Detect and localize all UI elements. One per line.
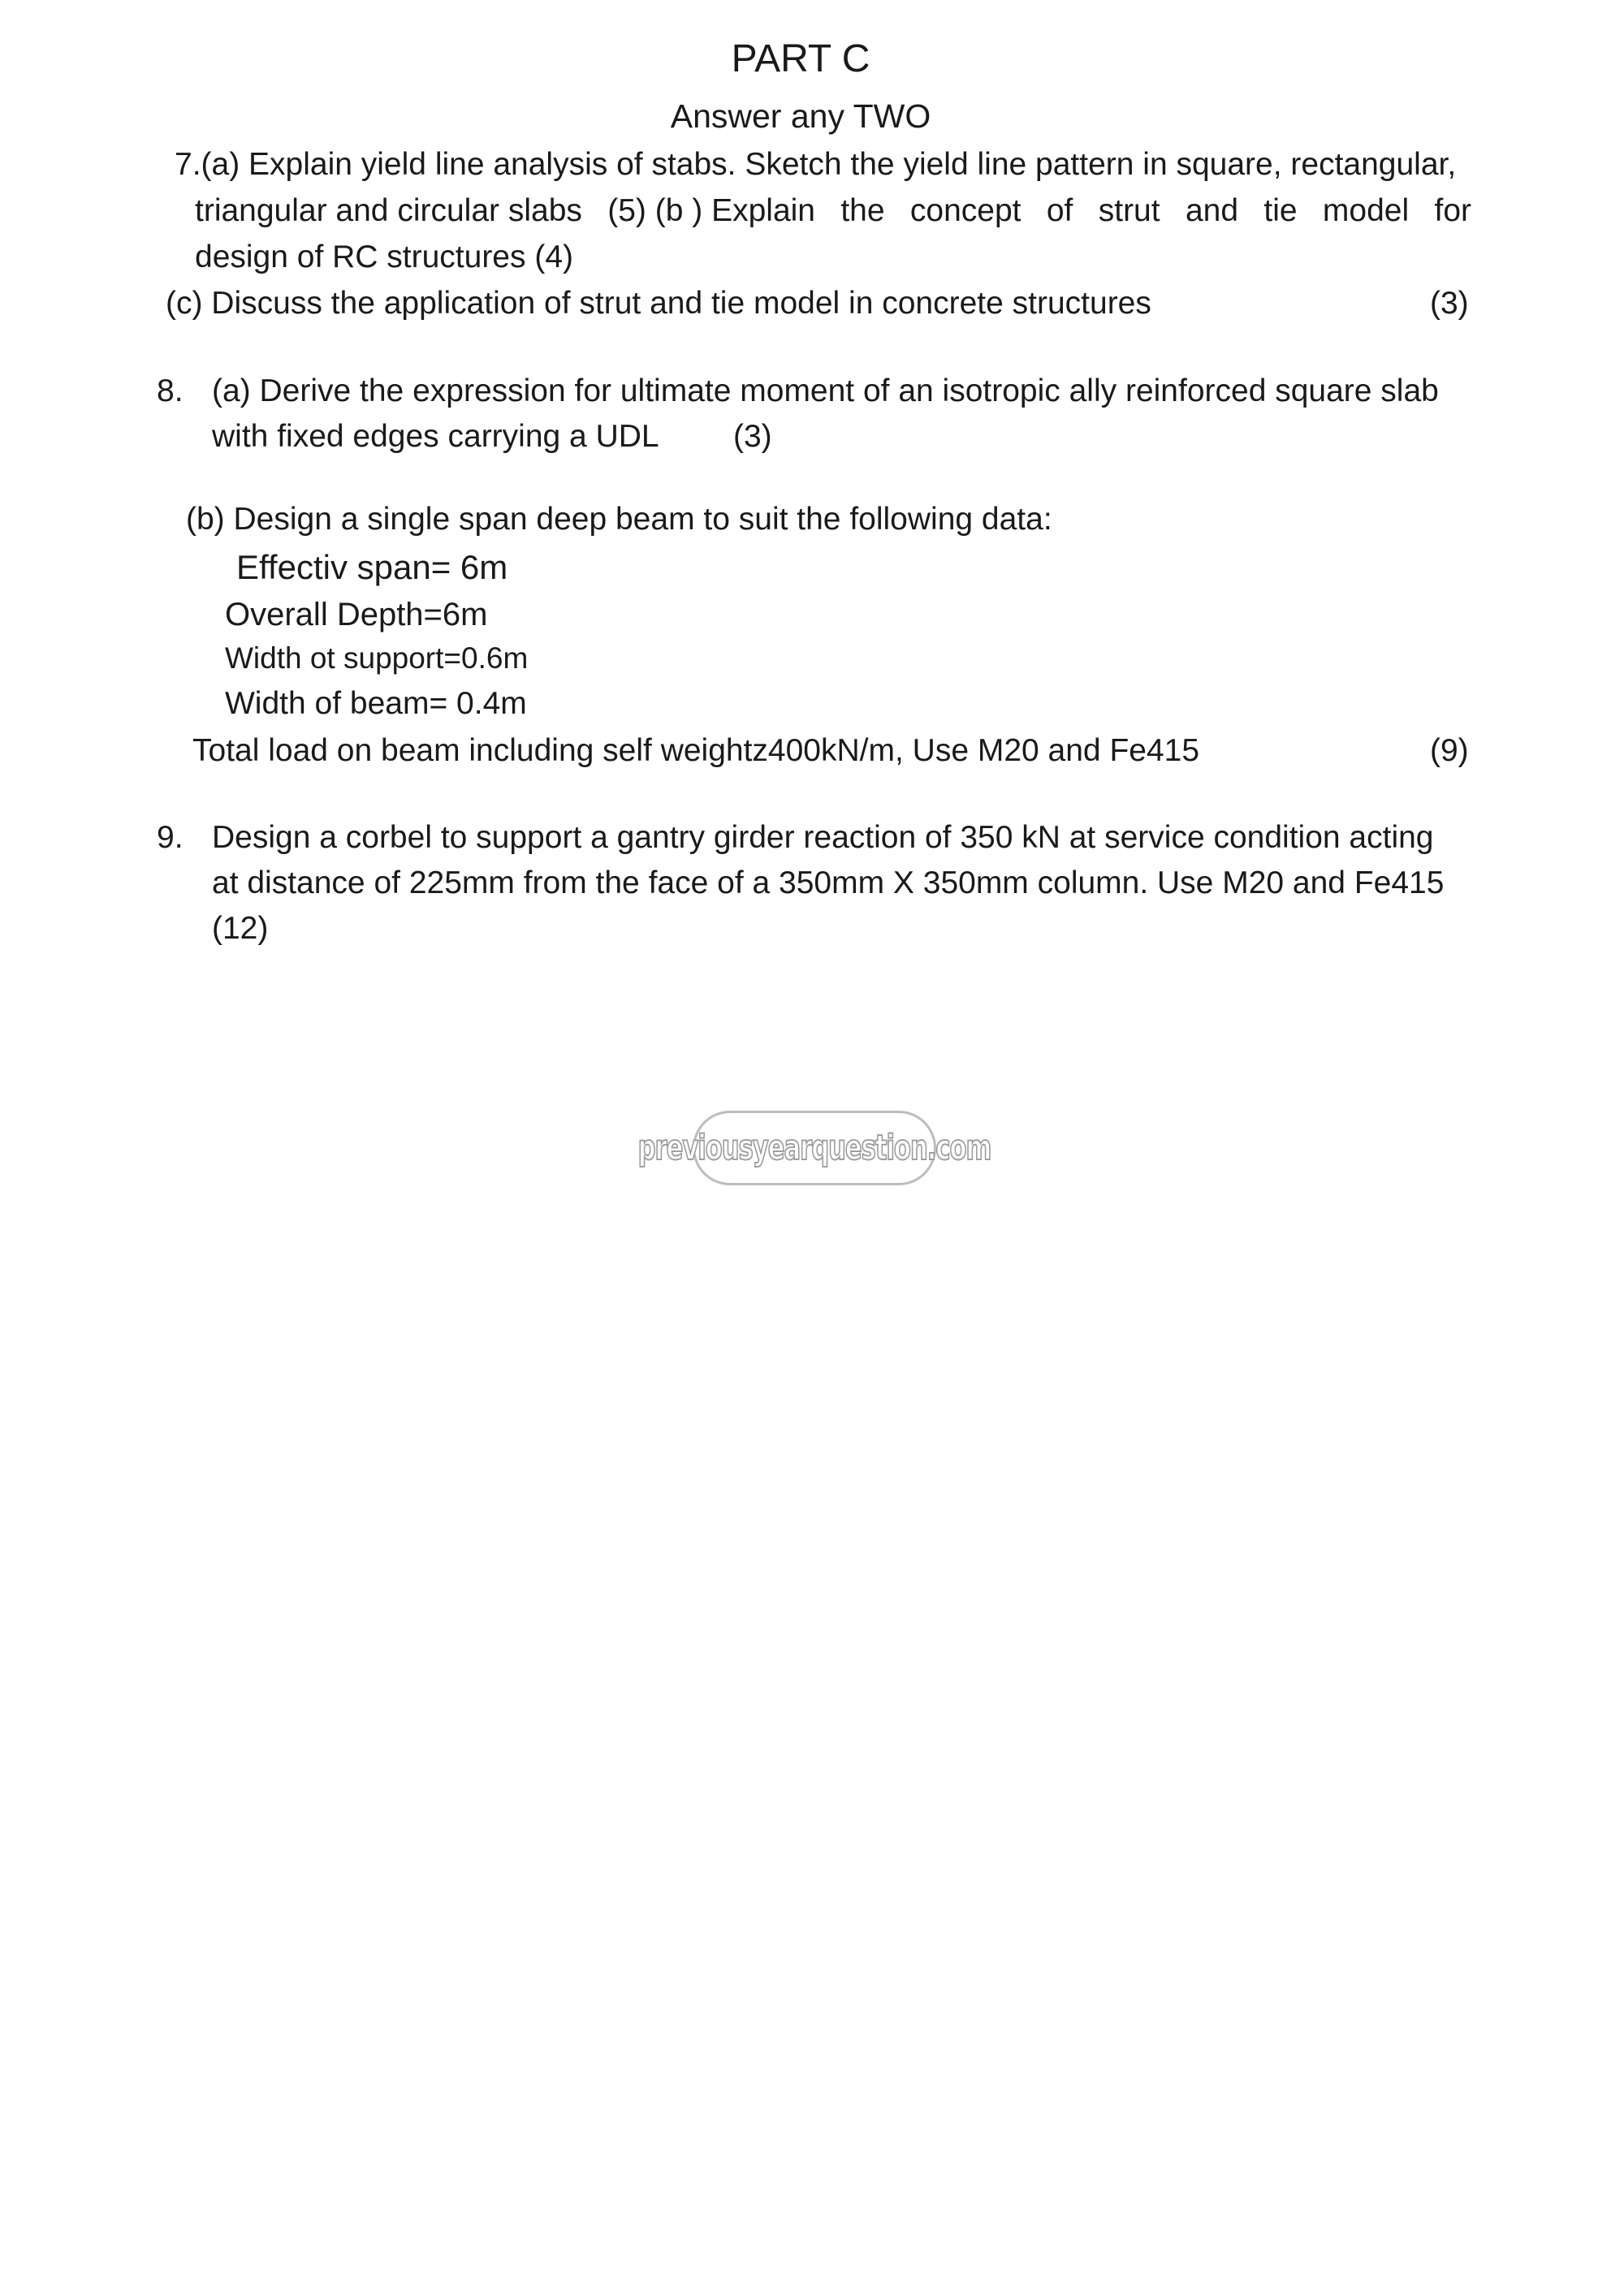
part-title: PART C — [731, 37, 870, 80]
watermark-text: previousyearquestion.com — [637, 1128, 991, 1168]
q8-b-data-item: Overall Depth=6m — [225, 597, 488, 632]
q9-number: 9. — [157, 820, 184, 855]
q8-b-data-item: Effectiv span= 6m — [236, 548, 508, 586]
q7-line-2-word: concept — [909, 193, 1021, 228]
q7-line-1: 7.(a) Explain yield line analysis of stabs. Sketch the yield line pattern in square, rectangular, — [175, 147, 1457, 182]
q7-line-2-word: (5) (b ) Explain — [607, 193, 815, 228]
q8-number: 8. — [157, 373, 184, 408]
q8-b-marks: (9) — [1430, 733, 1469, 768]
q7-line-3: design of RC structures (4) — [195, 240, 574, 274]
q7-line-2-word: tie — [1263, 193, 1298, 228]
q8-b-data-item: Width ot support=0.6m — [225, 641, 529, 675]
q8-a-line-1: (a) Derive the expression for ultimate moment of an isotropic ally reinforced square slab — [212, 373, 1439, 408]
q7-line-2-word: and — [1185, 193, 1239, 228]
q8-a-line-2: with fixed edges carrying a UDL — [212, 419, 659, 454]
q7-line-2-word: strut — [1098, 193, 1160, 228]
q8-b-intro: (b) Design a single span deep beam to suit the following data: — [186, 502, 1052, 537]
q9-line-2: at distance of 225mm from the face of a 350mm X 350mm column. Use M20 and Fe415 — [212, 865, 1445, 900]
watermark-logo — [637, 1111, 991, 1185]
q7-c-marks: (3) — [1430, 286, 1469, 321]
q7-line-2 — [195, 192, 1471, 231]
q7-line-2-word: of — [1046, 193, 1073, 228]
q9-line-3: (12) — [212, 911, 269, 946]
q8-b-data-item: Width of beam= 0.4m — [225, 686, 527, 721]
q9-line-1: Design a corbel to support a gantry girder reaction of 350 kN at service condition acting — [212, 820, 1434, 855]
q7-line-2-word: for — [1434, 193, 1471, 228]
instruction-text: Answer any TWO — [670, 97, 931, 135]
q7-line-2-word: the — [840, 193, 885, 228]
q7-line-4: (c) Discuss the application of strut and tie model in concrete structures — [166, 286, 1151, 321]
q7-line-2-word: triangular and circular slabs — [195, 193, 582, 228]
q8-b-total-load: Total load on beam including self weightz400kN/m, Use M20 and Fe415 — [192, 733, 1200, 768]
q7-line-2-word: model — [1322, 193, 1410, 228]
q8-a-marks: (3) — [733, 419, 772, 454]
